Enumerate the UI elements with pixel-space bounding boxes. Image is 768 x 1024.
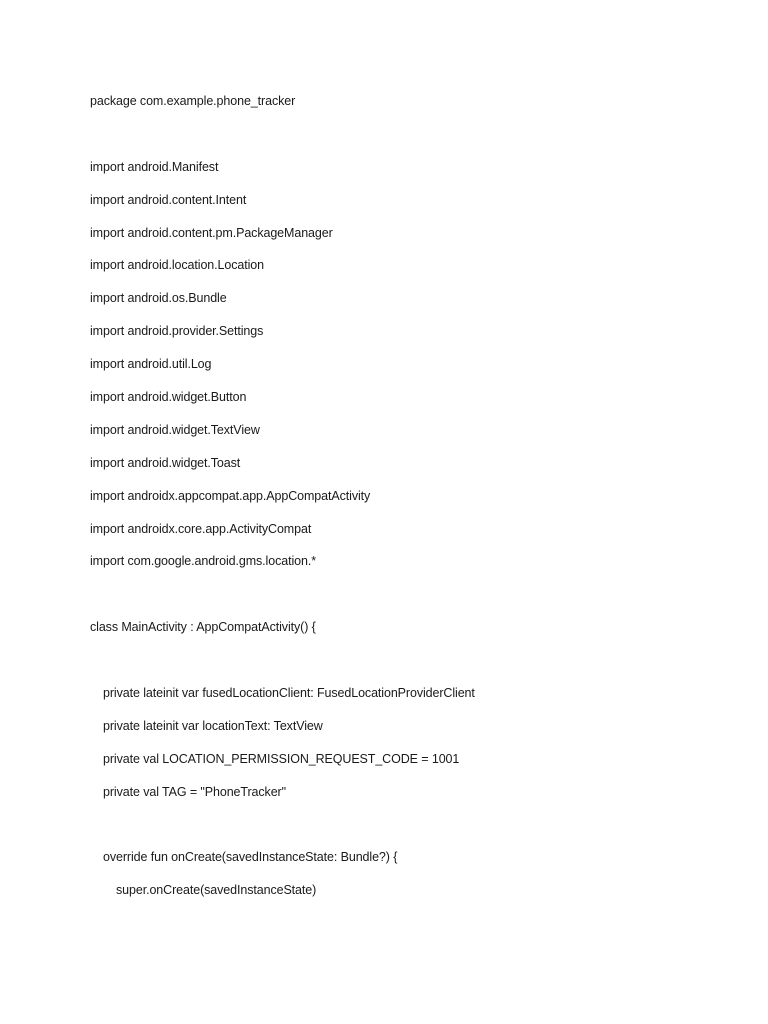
function-declaration: override fun onCreate(savedInstanceState: Bundle?) { [103, 850, 398, 865]
function-body-line: super.onCreate(savedInstanceState) [116, 883, 317, 898]
class-declaration: class MainActivity : AppCompatActivity() { [90, 620, 316, 635]
import-line: import android.widget.TextView [90, 422, 260, 437]
import-line: import android.os.Bundle [90, 291, 227, 306]
import-line: import androidx.core.app.ActivityCompat [90, 521, 312, 536]
import-line: import android.util.Log [90, 357, 212, 372]
import-line: import android.provider.Settings [90, 324, 264, 339]
blank-line [90, 585, 728, 603]
blank-line [90, 651, 728, 669]
import-line: import android.Manifest [90, 159, 219, 174]
import-line: import android.widget.Toast [90, 455, 241, 470]
property-declaration: private lateinit var locationText: TextView [103, 718, 323, 733]
code-listing [90, 92, 728, 914]
import-line: import android.location.Location [90, 258, 264, 273]
blank-line [90, 816, 728, 834]
blank-line [90, 125, 728, 143]
property-declaration: private lateinit var fusedLocationClient: FusedLocationProviderClient [103, 686, 475, 701]
import-line: import android.content.pm.PackageManager [90, 225, 333, 240]
property-declaration: private val TAG = "PhoneTracker" [103, 784, 286, 799]
import-line: import android.content.Intent [90, 192, 247, 207]
import-line: import androidx.appcompat.app.AppCompatActivity [90, 488, 371, 503]
property-declaration: private val LOCATION_PERMISSION_REQUEST_CODE = 1001 [103, 751, 460, 766]
package-declaration: package com.example.phone_tracker [90, 94, 296, 108]
import-line: import com.google.android.gms.location.* [90, 554, 316, 569]
import-line: import android.widget.Button [90, 390, 247, 405]
